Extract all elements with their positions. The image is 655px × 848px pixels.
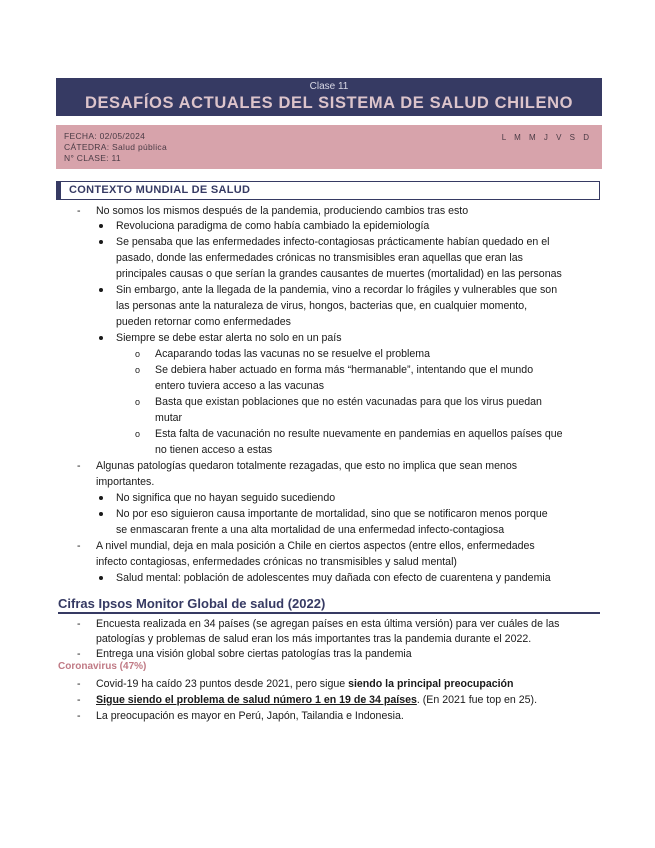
circle-bullet-icon: o <box>135 397 141 407</box>
note-line: mutar <box>155 412 183 424</box>
note-line: no tienen acceso a estas <box>155 444 273 456</box>
note-line: Entrega una visión global sobre ciertas patologías tras la pandemia <box>96 648 412 660</box>
note-line: importantes. <box>96 476 155 488</box>
circle-bullet-icon: o <box>135 365 141 375</box>
dash-marker: - <box>77 205 81 217</box>
class-number-field: N° CLASE: 11 <box>64 153 121 163</box>
class-label: Clase 11 <box>309 81 349 92</box>
note-line: pueden retornar como enfermedades <box>116 316 291 328</box>
dash-marker: - <box>77 694 81 706</box>
note-line: las personas ante la naturaleza de virus, hongos, bacterias que, en cualquier momento, <box>116 300 528 312</box>
title-banner <box>56 78 602 116</box>
note-line: Salud mental: población de adolescentes muy dañada con efecto de cuarentena y pandemia <box>116 572 551 584</box>
dash-marker: - <box>77 710 81 722</box>
note-line: patologías y problemas de salud eran los más importantes tras la pandemia durante el 2022. <box>96 633 532 645</box>
note-line <box>96 693 537 707</box>
bullet-icon <box>99 224 103 228</box>
note-line: Sin embargo, ante la llegada de la pandemia, vino a recordar lo frágiles y vulnerables que son <box>116 284 558 296</box>
note-line <box>96 677 514 691</box>
note-line: Revoluciona paradigma de como había cambiado la epidemiología <box>116 220 430 232</box>
section-heading-box <box>56 181 600 200</box>
note-line: Esta falta de vacunación no resulte nuevamente en pandemias en aquellos países que <box>155 428 563 440</box>
note-line: se enmascaran frente a una alta mortalidad de una enfermedad infecto-contagiosa <box>116 524 505 536</box>
text-run: Covid-19 ha caído 23 puntos desde 2021, pero sigue <box>96 678 349 690</box>
weekday-selector: L M M J V S D <box>501 133 592 142</box>
note-line: Algunas patologías quedaron totalmente rezagadas, que esto no implica que sean menos <box>96 460 518 472</box>
text-run: . (En 2021 fue top en 25). <box>416 694 538 706</box>
bullet-icon <box>99 512 103 516</box>
dash-marker: - <box>77 540 81 552</box>
dash-marker: - <box>77 460 81 472</box>
dash-marker: - <box>77 618 81 630</box>
note-line: Encuesta realizada en 34 países (se agregan países en esta última versión) para ver cuáles de las <box>96 618 560 630</box>
dash-marker: - <box>77 678 81 690</box>
bullet-icon <box>99 576 103 580</box>
note-line: infecto contagiosas, enfermedades crónicas no transmisibles y salud mental) <box>96 556 457 568</box>
note-line: Siempre se debe estar alerta no solo en un país <box>116 332 342 344</box>
emphasis-text: siendo la principal preocupación <box>348 678 514 690</box>
note-line: La preocupación es mayor en Perú, Japón, Tailandia e Indonesia. <box>96 710 404 722</box>
section-2-divider <box>58 612 600 614</box>
note-line: principales causas o que serían la grandes causantes de muertes (mortalidad) en las personas <box>116 268 562 280</box>
note-line: Basta que existan poblaciones que no estén vacunadas para que los virus puedan <box>155 396 542 408</box>
dash-marker: - <box>77 648 81 660</box>
emphasis-text: Sigue siendo el problema de salud número 1 en 19 de 34 países <box>96 694 417 706</box>
note-line: Se pensaba que las enfermedades infecto-contagiosas prácticamente habían quedado en el <box>116 236 550 248</box>
bullet-icon <box>99 240 103 244</box>
note-line: No somos los mismos después de la pandemia, produciendo cambios tras esto <box>96 205 469 217</box>
bullet-icon <box>99 496 103 500</box>
circle-bullet-icon: o <box>135 349 141 359</box>
note-line: entero tuviera acceso a las vacunas <box>155 380 325 392</box>
date-field: FECHA: 02/05/2024 <box>64 131 146 141</box>
circle-bullet-icon: o <box>135 429 141 439</box>
note-line: Se debiera haber actuado en forma más “hermanable”, intentando que el mundo <box>155 364 534 376</box>
subject-field: CÁTEDRA: Salud pública <box>64 142 167 152</box>
note-line: No por eso siguieron causa importante de mortalidad, sino que se notificaron menos porque <box>116 508 548 520</box>
bullet-icon <box>99 288 103 292</box>
section-2-heading: Cifras Ipsos Monitor Global de salud (2022) <box>58 596 326 611</box>
page-title: DESAFÍOS ACTUALES DEL SISTEMA DE SALUD CHILENO <box>84 94 574 112</box>
note-line: A nivel mundial, deja en mala posición a Chile en ciertos aspectos (entre ellos, enfermedades <box>96 540 535 552</box>
metadata-banner <box>56 125 602 169</box>
section-heading: CONTEXTO MUNDIAL DE SALUD <box>69 184 251 196</box>
bullet-icon <box>99 336 103 340</box>
note-line: No significa que no hayan seguido sucediendo <box>116 492 336 504</box>
subheading-coronavirus: Coronavirus (47%) <box>58 661 147 672</box>
note-line: Acaparando todas las vacunas no se resuelve el problema <box>155 348 431 360</box>
note-line: pasado, donde las enfermedades crónicas no transmisibles eran aquellas que eran las <box>116 252 523 264</box>
